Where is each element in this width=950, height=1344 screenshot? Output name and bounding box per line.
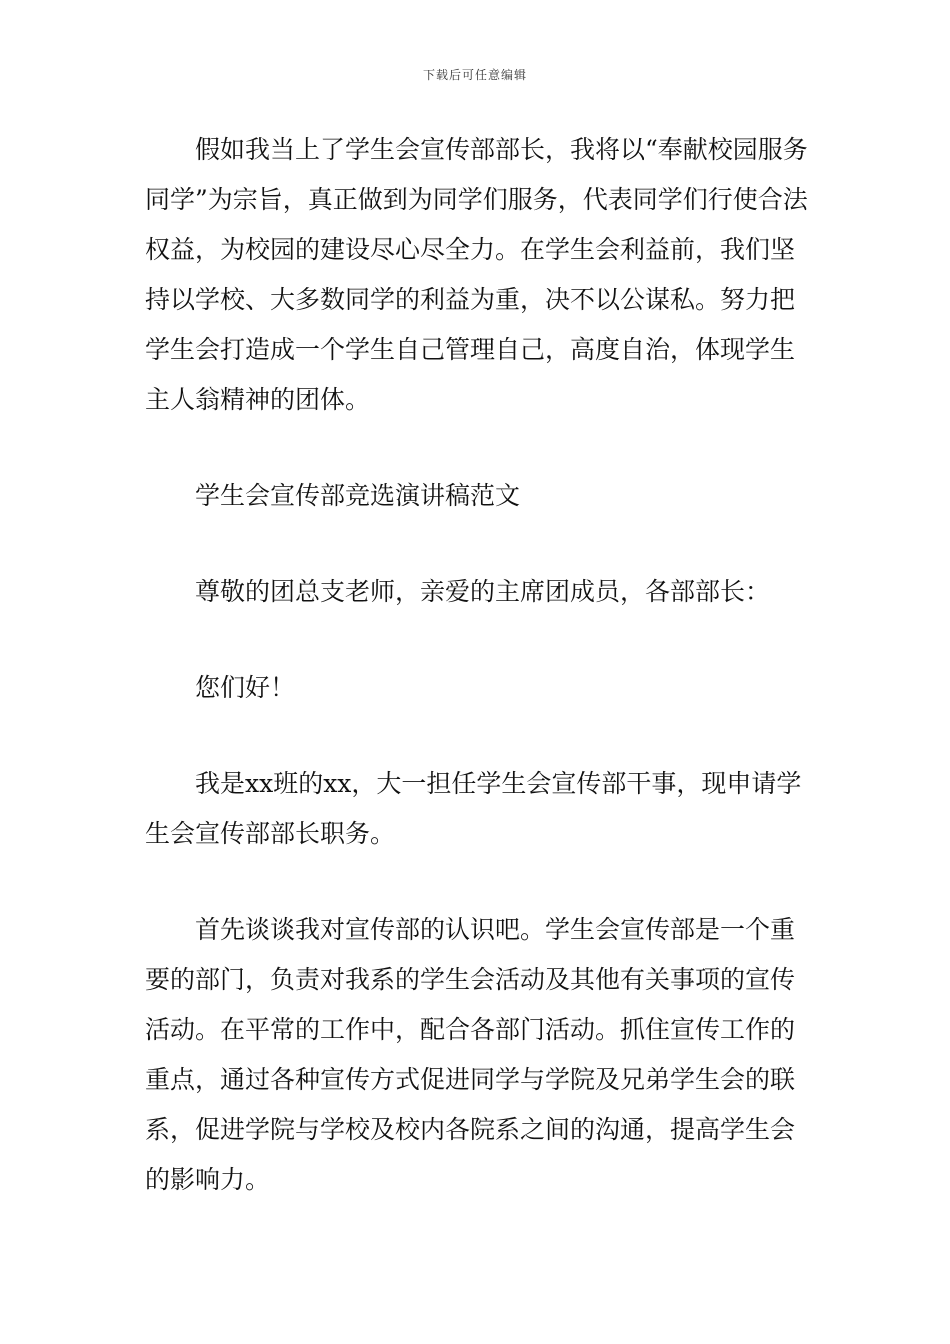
header-note: 下载后可任意编辑 (422, 68, 527, 82)
salutation: 尊敬的团总支老师，亲爱的主席团成员，各部部长： (195, 577, 771, 606)
greeting: 您们好！ (195, 673, 296, 702)
paragraph-mission: 假如我当上了学生会宣传部部长，我将以“奉献校园服务同学”为宗旨，真正做到为同学们服务，代表同学们行使合法权益，为校园的建设尽心尽全力。在学生会利益前，我们坚持以学校、大多数同学的利益为重，决不以公谋私。努力把学生会打造成一个学生自己管理自己，高度自治，体现学生主人翁精神的团体。 (145, 135, 808, 414)
paragraph-introduction: 我是xx班的xx，大一担任学生会宣传部干事，现申请学生会宣传部部长职务。 (145, 769, 802, 848)
document-body (145, 125, 815, 1205)
paragraph-understanding: 首先谈谈我对宣传部的认识吧。学生会宣传部是一个重要的部门，负责对我系的学生会活动及其他有关事项的宣传活动。在平常的工作中，配合各部门活动。抓住宣传工作的重点，通过各种宣传方式促进同学与学院及兄弟学生会的联系，促进学院与学校及校内各院系之间的沟通，提高学生会的影响力。 (145, 915, 796, 1194)
speech-title: 学生会宣传部竞选演讲稿范文 (195, 481, 521, 510)
